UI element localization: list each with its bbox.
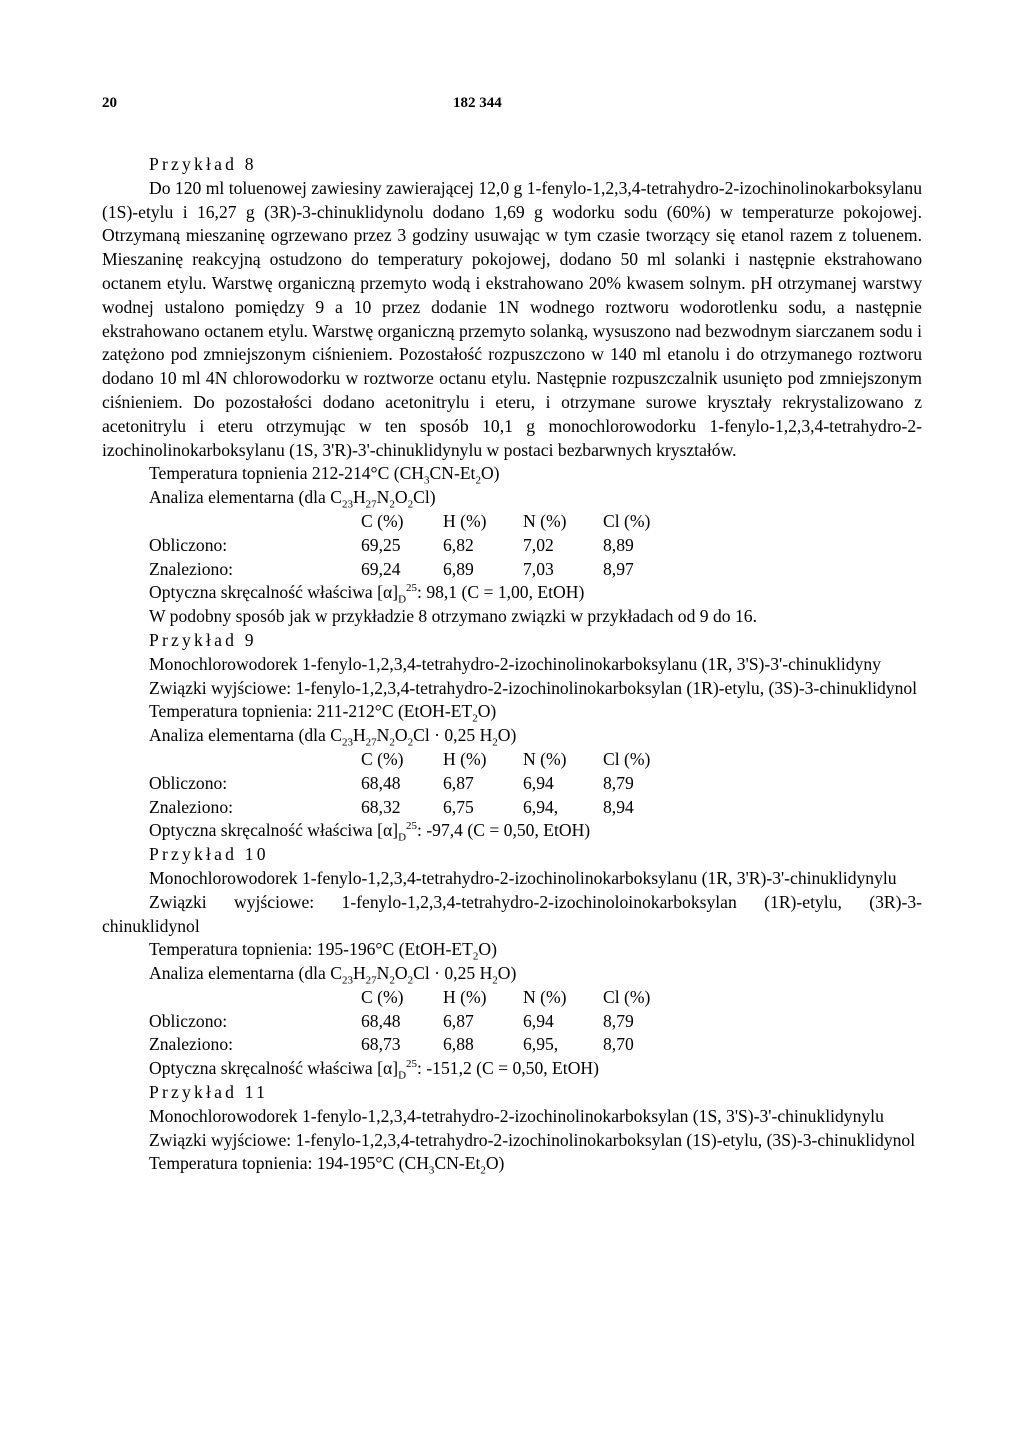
- example-11-starting: Związki wyjściowe: 1-fenylo-1,2,3,4-tetrahydro-2-izochinolinokarboksylan (1S)-etylu, (3S)-3-chinuklidynol: [149, 1129, 916, 1150]
- example-8-paragraph: Do 120 ml toluenowej zawiesiny zawierającej 12,0 g 1-fenylo-1,2,3,4-tetrahydro-2-izochinolinokarboksylanu (1S)-etylu i 16,27 g (3R)-3-chinuklidynolu dodano 1,69 g wodorku sodu (60%) w temperaturze pokojowej. Otrzymaną mieszaninę ogrzewano przez 3 godziny usuwając w tym czasie tworzący się etanol razem z toluenem. Mieszaninę reakcyjną ostudzono do temperatury pokojowej, dodano 50 ml solanki i następnie ekstrahowano octanem etylu. Warstwę organiczną przemyto wodą i ekstrahowano 20% kwasem solnym. pH otrzymanej warstwy wodnej ustalono pomiędzy 9 a 10 przez dodanie 1N wodnego roztworu wodorotlenku sodu, a następnie ekstrahowano octanem etylu. Warstwę organiczną przemyto solanką, wysuszono nad bezwodnym siarczanem sodu i zatężono pod zmniejszonym ciśnieniem. Pozostałość rozpuszczono w 140 ml etanolu i do otrzymanego roztworu dodano 10 ml 4N chlorowodorku w roztworze octanu etylu. Następnie rozpuszczalnik usunięto pod zmniejszonym ciśnieniem. Do pozostałości dodano acetonitrylu i eteru, i otrzymane surowe kryształy rekrystalizowano z acetonitrylu i eteru otrzymując w ten sposób 10,1 g monochlorowodorku 1-fenylo-1,2,3,4-tetrahydro-2-izochinolinokarboksylanu (1S, 3'R)-3'-chinuklidynylu w postaci bezbarwnych kryształów.: [102, 177, 922, 460]
- example-10-melting-point: Temperatura topnienia: 195-196°C $(EtOH-ET_2O)$: [149, 939, 497, 963]
- example-10-heading: Przykład 10: [149, 844, 269, 865]
- example-11-name: Monochlorowodorek 1-fenylo-1,2,3,4-tetrahydro-2-izochinolinokarboksylan (1S, 3'S)-3'-chinuklidynylu: [149, 1105, 884, 1126]
- example-10-analysis-label: Analiza elementarna (dla $C_{23}H_{27}N_2O_2Cl \cdot 0,25$ $H_2O$): [149, 963, 517, 987]
- analysis-calc-row: Obliczono: 69,25 6,82 7,02 8,89: [149, 534, 634, 555]
- page-header: [102, 92, 922, 116]
- analysis-header-row: C (%) H (%) N (%) Cl (%): [361, 510, 651, 531]
- analysis-calc-row: Obliczono: 68,48 6,87 6,94 8,79: [149, 1010, 634, 1031]
- example-10-starting: Związki wyjściowe: 1-fenylo-1,2,3,4-tetrahydro-2-izochinoloinokarboksylan (1R)-etylu, (3R)-3-chinuklidynol: [102, 891, 922, 936]
- example-9-heading: Przykład 9: [149, 629, 257, 650]
- example-9-melting-point: Temperatura topnienia: 211-212°C $(EtOH-ET_2O)$: [149, 701, 497, 725]
- example-10-name: Monochlorowodorek 1-fenylo-1,2,3,4-tetrahydro-2-izochinolinokarboksylanu (1R, 3'R)-3'-chinuklidynylu: [149, 867, 897, 888]
- example-8-rotation: Optyczna skręcalność właściwa $[\alpha]_D^{25}$: 98,1 (C = 1,00, EtOH): [149, 582, 585, 606]
- example-10-rotation: Optyczna skręcalność właściwa $[\alpha]_D^{25}$: -151,2 (C = 0,50, EtOH): [149, 1058, 599, 1082]
- example-8-melting-point: Temperatura topnienia 212-214°C $(CH_3CN-Et_2O)$: [149, 463, 500, 487]
- example-8-analysis-label: Analiza elementarna (dla $C_{23}H_{27}N_2O_2Cl$): [149, 487, 436, 511]
- document-body: [102, 153, 922, 1176]
- page-number: 20: [102, 95, 117, 111]
- analysis-header-row: C (%) H (%) N (%) Cl (%): [361, 748, 651, 769]
- example-9-starting: Związki wyjściowe: 1-fenylo-1,2,3,4-tetrahydro-2-izochinolinokarboksylan (1R)-etylu, (3S)-3-chinuklidynol: [149, 677, 918, 698]
- analysis-found-row: Znaleziono: 69,24 6,89 7,03 8,97: [149, 558, 634, 579]
- analysis-calc-row: Obliczono: 68,48 6,87 6,94 8,79: [149, 772, 634, 793]
- document-number: 182 344: [453, 95, 502, 111]
- analysis-found-row: Znaleziono: 68,32 6,75 6,94, 8,94: [149, 796, 634, 817]
- analysis-found-row: Znaleziono: 68,73 6,88 6,95, 8,70: [149, 1034, 634, 1055]
- example-9-name: Monochlorowodorek 1-fenylo-1,2,3,4-tetrahydro-2-izochinolinokarboksylanu (1R, 3'S)-3'-chinuklidyny: [149, 653, 881, 674]
- analysis-header-row: C (%) H (%) N (%) Cl (%): [361, 986, 651, 1007]
- example-9-analysis-label: Analiza elementarna (dla $C_{23}H_{27}N_2O_2Cl \cdot 0,25$ $H_2O$): [149, 725, 517, 749]
- similar-note: W podobny sposób jak w przykładzie 8 otrzymano związki w przykładach od 9 do 16.: [149, 606, 757, 627]
- example-11-heading: Przykład 11: [149, 1082, 269, 1103]
- example-9-rotation: Optyczna skręcalność właściwa $[\alpha]_D^{25}$: -97,4 (C = 0,50, EtOH): [149, 820, 591, 844]
- example-11-melting-point: Temperatura topnienia: 194-195°C $(CH_3CN-Et_2O)$: [149, 1153, 505, 1177]
- example-8-heading: Przykład 8: [149, 154, 257, 174]
